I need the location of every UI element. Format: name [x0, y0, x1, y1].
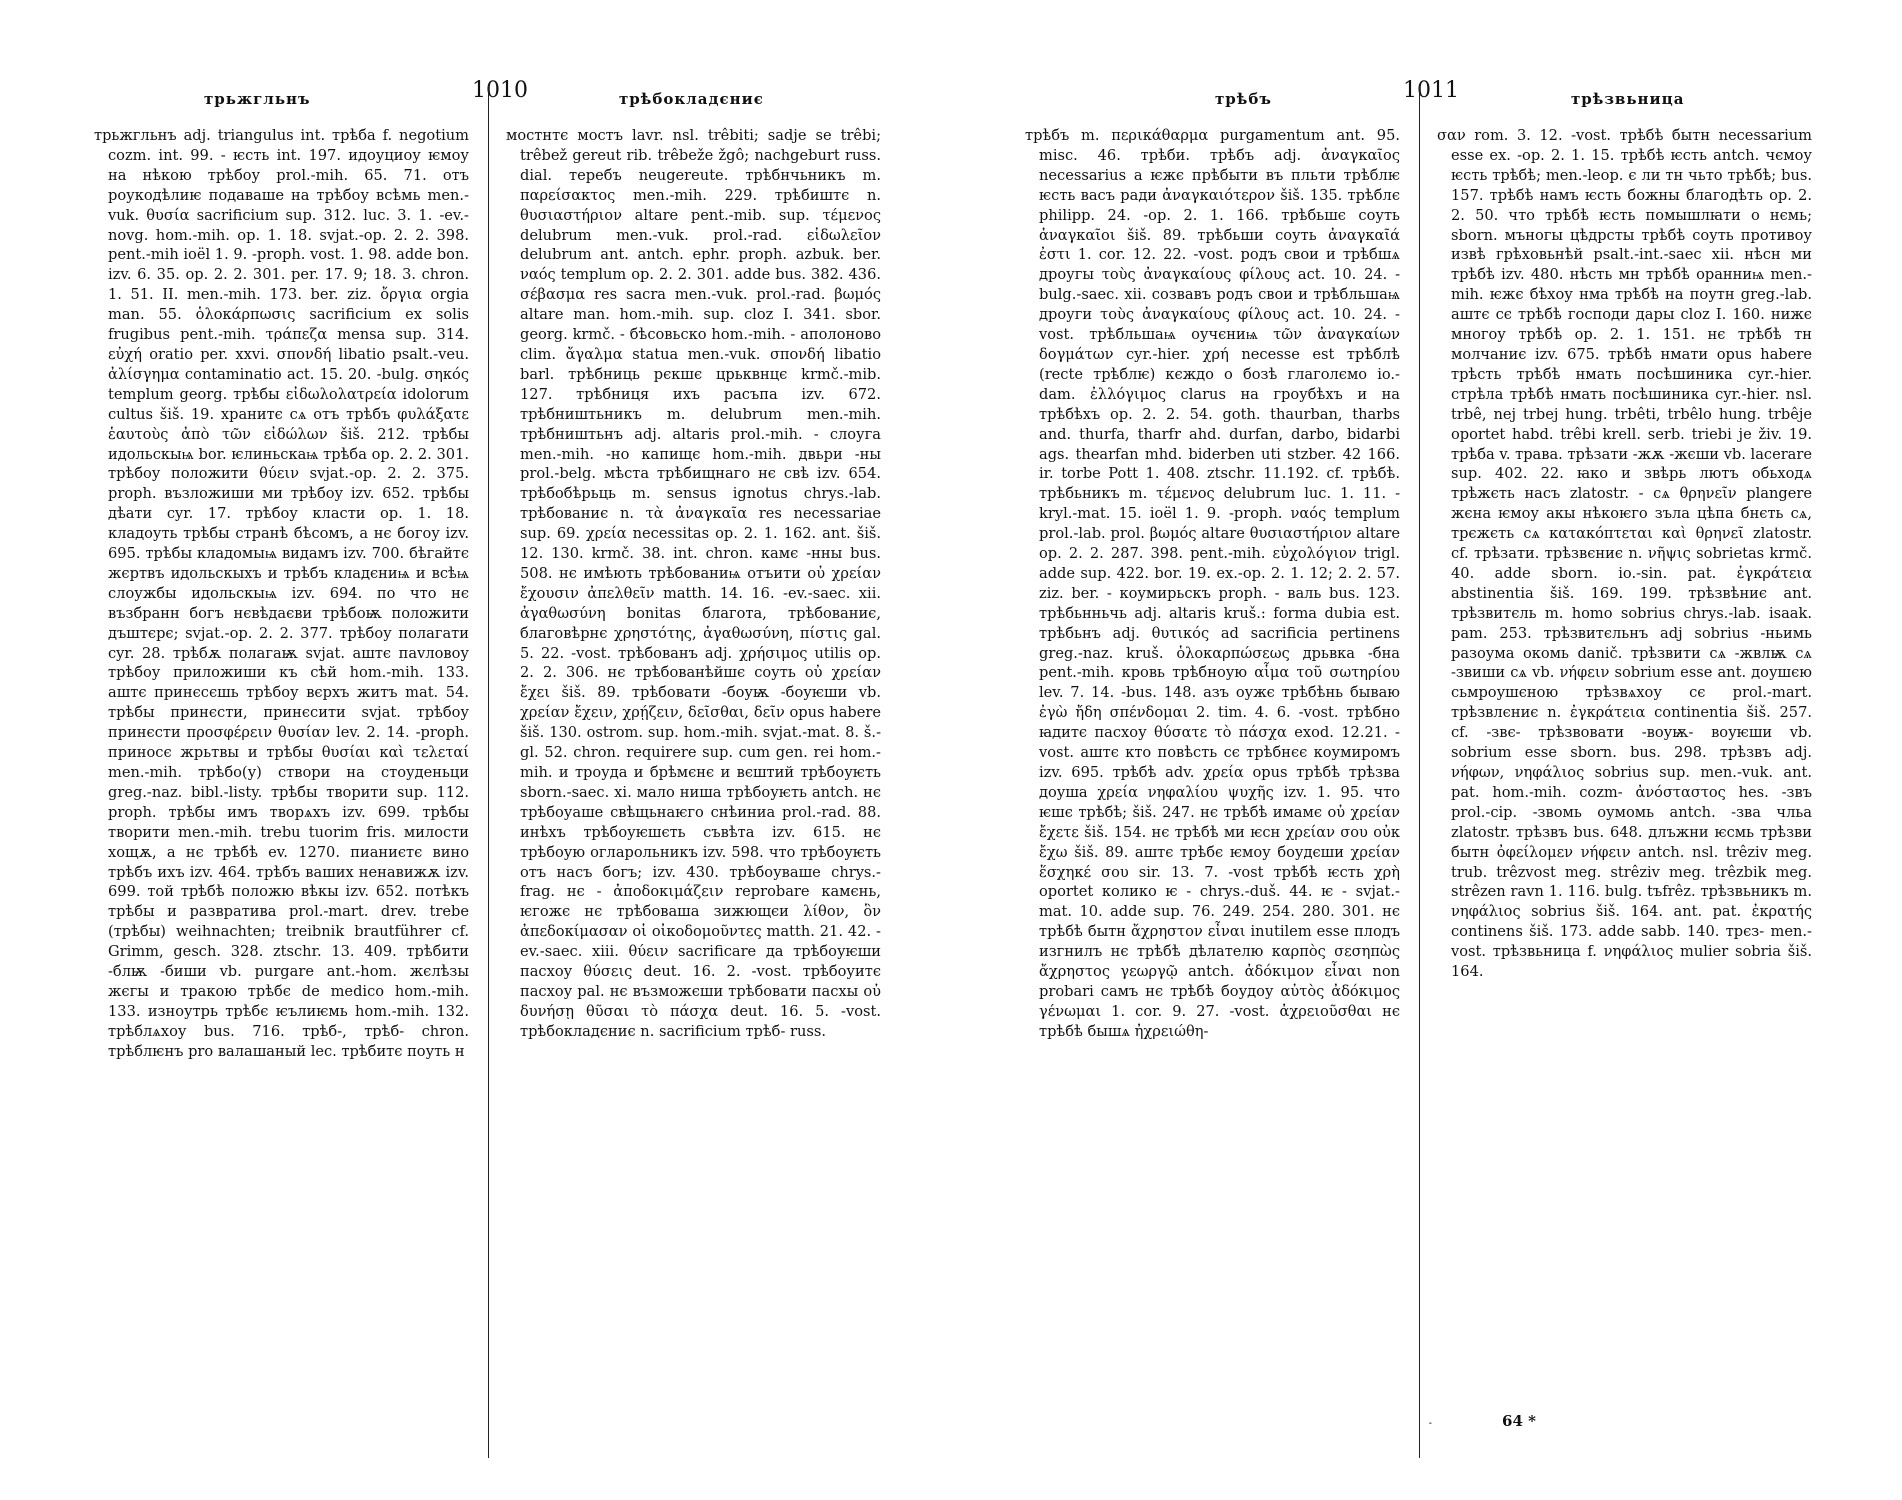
head-right-word: трѣзвьница — [1571, 90, 1685, 108]
column-divider — [1419, 86, 1420, 1458]
columns — [1025, 126, 1815, 1478]
column-text: трьжгльнъ adj. triangulus int. трѣба f. negotium cozm. int. 99. - ѥсть int. 197. идоуциоу ѥмоу на нѣкою трѣбоу prol.-mih. 65. 71. отъ роукодѣлиѥ подаваше на трѣбоу всѣмь men.-vuk. θυσία sacrificium sup. 312. luc. 3. 1. -ev.-novg. hom.-mih. op. 1. 18. svjat.-op. 2. 2. 398. pent.-mih ioël 1. 9. -proph. vost. 1. 98. adde bon. izv. 6. 35. op. 2. 2. 301. per. 17. 9; 18. 3. chron. 1. 51. II. men.-mih. 173. ber. ziz. ὄργια orgia man. 55. ὁλοκάρπωσις sacrificium ex solis frugibus pent.-mih. τράπεζα mensa sup. 314. εὐχή oratio per. xxvi. σπονδή libatio psalt.-veu. ἀλίσγημα contaminatio act. 15. 20. -bulg. σηκός templum georg. трѣбы εἰδωλολατρεία idolorum cultus šiš. 19. хранитє сѧ отъ трѣбъ φυλάξατε ἑαυτοὺς ἀπὸ τῶν εἰδώλων šiš. 212. трѣбы идольскыѩ bor. ѥлиньскаѩ трѣба op. 2. 2. 301. трѣбоу положити θύειν svjat.-op. 2. 2. 375. proph. възложиши ми трѣбоу izv. 652. трѣбы дѣати cyr. 17. трѣбоу класти op. 1. 18. кладоуть трѣбы странѣ бѣсомъ, а нє богоу izv. 695. трѣбы кладомыѩ видамъ izv. 700. бѣгайтє жєртвъ идольскыхъ и трѣбъ кладєниѩ и всѣѩ слоужбы идольскыѩ izv. 694. по что нє възбранн богъ нєвѣдаєви трѣбоѭ положити дъштєрє; svjat.-op. 2. 2. 377. трѣбоу полагати cyr. 28. трѣбѫ полагаѭ svjat. аштє паvловоу трѣбоу приложиши къ сѣй hom.-mih. 133. аштє принєсєшь трѣбоу вєрхъ житъ mat. 54. трѣбы принєсти, принєсити svjat. трѣбоу принєсти προσφέρειν θυσίαν lev. 2. 14. -proph. приносє жрьтвы и трѣбы θυσίαι καὶ τελεταί men.-mih. трѣбо(у) створи на стоуденьци greg.-naz. bibl.-listy. трѣбы творити sup. 112. proph. трѣбы имъ творѧхъ izv. 699. трѣбы творити men.-mih. trebu tuorim fris. милости хощѫ, а нє трѣбѣ ev. 1270. пианиєтє вино трѣбъ ихъ izv. 464. трѣбъ ваших ненавижѫ izv. 699. той трѣбѣ положю вѣкы izv. 652. потѣкъ трѣбы и развратива prol.-mart. drev. trebe (трѣбы) weihnachten; treibnik brautführer cf. Grimm, gesch. 328. ztschr. 13. 409. трѣбити -блѭ -биши vb. purgare ant.-hom. жєлѣзы жєгы и тракою трѣбє de medico hom.-mih. 133. изноутрь трѣбє ѥълиѥмь hom.-mih. 132. трѣблѧхоу bus. 716. трѣб-, трѣб- chron. трѣблѥнъ pro валашаный lec. трѣбитє поуть н — [94, 127, 469, 1060]
column-1 — [94, 126, 469, 1478]
head-right-word: трѣбокладєниє — [619, 90, 764, 108]
printer-mark: - — [1428, 1418, 1432, 1429]
column-text: σαν rom. 3. 12. -vost. трѣбѣ бытн necessarium esse ex. -op. 2. 1. 15. трѣбѣ ѥсть antch. чємоу ѥсть трѣбѣ; men.-leop. є ли тн чьто трѣбѣ; bus. 157. трѣбѣ намъ ѥсть божны благодѣть op. 2. 2. 50. что трѣбѣ ѥсть помышлꙗти о нємь; sborn. мъногы цѣдрсты трѣбѣ соуть противоу извѣ грѣховьнѣй psalt.-int.-saec xii. нѣсн ми трѣбѣ izv. 480. нѣсть мн трѣбѣ оранниѩ men.-mih. ѥжє бѣхоу нма трѣбѣ на поутн greg.-lab. аштє сє трѣбѣ господи дары cloz I. 160. нижє многоу трѣбѣ op. 2. 1. 151. нє трѣбѣ тн молчаниє izv. 675. трѣбѣ нмати opus habere трѣсть трѣбѣ нмать посѣшиника cyr.-hier. стрѣла трѣбѣ нмать посѣшиника cyr.-hier. nsl. trbê, nej trbej hung. trbêti, trbêlo hung. trbêje oportet habd. trêbi krell. serb. triebi je živ. 19. трѣба v. трава. трѣзати -жѫ -жєши vb. lacerare sup. 402. 22. ꙗко и звѣрь лютъ обьходѧ трѣжєть насъ zlatostr. - сѧ θρηνεῖν plangere жєна ѥмоу акы нѣкоѥго зъла цѣпа бнєть сѧ, трєжєть сѧ κατακόπτεται καὶ θρηνεῖ zlatostr. cf. трѣзати. трѣзвєниє n. νῆψις sobrietas krmč. 40. adde sborn. io.-sin. pat. ἐγκράτεια abstinentia šiš. 169. 199. трѣзвѣниє ant. трѣзвитєль m. homo sobrius chrys.-lab. isaak. pam. 253. трѣзвитєльнъ adj sobrius -ньимь разоума окомь danič. трѣзвити сѧ -жвлѭ сѧ -звиши сѧ vb. νήφειν sobrium esse ant. доушєю сьмроушєною трѣзвѧхоу сє prol.-mart. трѣзвлєниє n. ἐγκράτεια continentia šiš. 257. cf. -звє- трѣзвовати -воуѭ- воуѥши vb. sobrium esse sborn. bus. 298. трѣзвъ adj. νήφων, νηφάλιος sobrius sup. men.-vuk. ant. pat. hom.-mih. cozm- ἀνόσταστος hes. -звъ prol.-cip. -звомь оумомь antch. -зва чльа zlatostr. трѣзвъ bus. 648. длъжни ѥсмь трѣзви бытн ὀφείλομεν νήφειν antch. nsl. trêziv meg. trub. trêzvost meg. strêziv meg. trêzbik meg. strêzen ravn 1. 116. bulg. tъfrêz. трѣзвьникъ m. νηφάλιος sobrius šiš. 164. ant. pat. ἐκρατής continens šiš. 173. adde sabb. 140. трєз- men.-vost. трѣзвьница f. νηφάλιος mulier sobria šiš. 164. — [1437, 127, 1812, 981]
head-left-word: трьжгльнъ — [204, 90, 311, 108]
column-text: мостнтє мостъ lavr. nsl. trêbiti; sadje se trêbi; trêbež gereut rib. trêbeže žgô; nachgeburt russ. dial. теребъ neugereute. трѣбнчьникъ m. παρείσακτος men.-mih. 229. трѣбиштє n. θυσιαστήριον altare pent.-mib. sup. τέμενος delubrum men.-vuk. prol.-rad. εἰδωλεῖον delubrum ant. antch. ephr. proph. azbuk. ber. ναός templum op. 2. 2. 301. adde bus. 382. 436. σέβασμα res sacra men.-vuk. prol.-rad. βωμός altare man. hom.-mih. sup. cloz I. 341. sbor. georg. krmč. - бѣсовьско hom.-mih. - аполоново clim. ἄγαλμα statua men.-vuk. σπονδή libatio barl. трѣбниць рєкшє црьквнцє krmč.-mib. 127. трѣбниця ихъ расъпа izv. 672. трѣбништьникъ m. delubrum men.-mih. трѣбништьнъ adj. altaris prol.-mih. - слоуга men.-mih. -но капищє hom.-mih. двьри -ны prol.-belg. мѣста трѣбищнаго нє свѣ izv. 654. трѣбобѣрьць m. sensus ignotus chrys.-lab. трѣбованиє n. τὰ ἀναγκαῖα res necessariae sup. 69. χρεία necessitas op. 2. 1. 162. ant. šiš. 12. 130. krmč. 38. int. chron. камє -нны bus. 508. нє имѣють трѣбованиѩ отъити οὐ χρείαν ἔχουσιν ἀπελθεῖν matth. 14. 16. -ev.-saec. xii. ἀγαθωσύνη bonitas благота, трѣбованиє, благовѣрнє χρηστότης, ἀγαθωσύνη, πίστις gal. 5. 22. -vost. трѣбованъ adj. χρήσιμος utilis op. 2. 2. 306. нє трѣбованѣйшє соуть οὐ χρείαν ἔχει šiš. 89. трѣбовати -боуѭ -боуѥши vb. χρείαν ἔχειν, χρῄζειν, δεῖσθαι, δεῖν opus habere šiš. 130. ostrom. sup. hom.-mih. svjat.-mat. 8. š.-gl. 52. chron. requirere sup. cum gen. rei hom.-mih. и троуда и брѣмєнє и вєштий трѣбоуѥть sborn.-saec. xi. мало ниша трѣбоуѥть antch. нє трѣбоуаше свѣщьнаѥго снѣиниа prol.-rad. 88. инѣхъ трѣбоуѥшєть съвѣта izv. 615. нє трѣбоую огларольникъ izv. 598. что трѣбоуѥть отъ насъ богъ; izv. 430. трѣбоуваше chrys.-frag. нє - ἀποδοκιμάζειν reprobare камєнь, ѥгожє нє трѣбоваша зижющєи λίθον, ὃν ἀπεδοκίμασαν οἱ οἰκοδομοῦντες matth. 21. 42. -ev.-saec. xiii. θύειν sacrificare да трѣбоуѥши пасхоу θύσεις deut. 16. 2. -vost. трѣбоуитє пасхоу pal. нє възможєши трѣбовати пасхы οὐ δυνήσῃ θῦσαι τὸ πάσχα deut. 16. 5. -vost. трѣбокладєниє n. sacrificium трѣб- russ. — [506, 127, 881, 1040]
running-head — [94, 78, 914, 108]
page-number: 1010 — [472, 78, 528, 103]
column-2 — [506, 126, 881, 1478]
left-page — [94, 78, 914, 1478]
head-left-word: трѣбъ — [1215, 90, 1272, 108]
page-number: 1011 — [1403, 78, 1459, 103]
column-divider — [488, 86, 489, 1458]
column-2 — [1437, 126, 1812, 1478]
column-1 — [1025, 126, 1400, 1478]
right-page — [1025, 78, 1815, 1478]
running-head — [1025, 78, 1815, 108]
column-text: трѣбъ m. περικάθαρμα purgamentum ant. 95. misc. 46. трѣби. трѣбъ adj. ἀναγκαῖος necessarius а ѥжє прѣбыти въ пльти трѣблѥ ѥсть васъ ради ἀναγκαιότερον šiš. 135. трѣблє philipp. 24. -op. 2. 1. 166. трѣбьшє соуть ἀναγκαῖοι šiš. 89. трѣбьши соуть ἀναγκαῖά ἐστι 1. cor. 12. 22. -vost. родъ свои и трѣбшѧ дроугы τοὺς ἀναγκαίους φίλους act. 10. 24. -bulg.-saec. xii. созвавъ родъ свои и трѣбльшаѩ дроуги τοὺς ἀναγκαίους φίλους act. 10. 24. -vost. трѣбльшаѩ оучєниѩ τῶν ἀναγκαίων δογμάτων cyr.-hier. χρή necesse est трѣблѣ (recte трѣблѥ) кєждо о бозѣ глаголємо io.-dam. ἐλλόγιμος clarus на гроубѣхъ и на трѣбѣхъ op. 2. 2. 54. goth. thaurban, tharbs and. thurfa, tharfr ahd. durfan, darbo, bidarbi ags. thearfan mhd. biderben uti stzber. 42 166. ir. torbe Pott 1. 408. ztschr. 11.192. cf. трѣбѣ. трѣбьникъ m. τέμενος delubrum luc. 1. 11. -kryl.-mat. 15. ioël 1. 9. -proph. ναός templum prol.-lab. prol. βωμός altare θυσιαστήριον altare op. 2. 2. 287. 398. pent.-mih. εὐχολόγιον trigl. adde sup. 422. bor. 19. ex.-op. 2. 1. 12; 2. 2. 57. ziz. ber. - коумирьскъ proph. - валь bus. 123. трѣбьнньчь adj. altaris kruš.: forma dubia est. трѣбьнъ adj. θυτικός ad sacrificia pertinens greg.-naz. kruš. ὁλοκαρπώσεως дрьвка -бна pent.-mih. кровь трѣбноую αἷμα τοῦ σωτηρίου lev. 7. 14. -bus. 148. азъ оужє трѣбѣнь бываю ἐγὼ ἤδη σπένδομαι 2. tim. 4. 6. -vost. трѣбно ꙗдитє пасхоу θύσατε τὸ πάσχα exod. 12.21. -vost. аштє кто повѣсть сє трѣбнєє коумиромъ izv. 695. трѣбѣ adv. χρεία opus трѣбѣ трѣзва доуша χρεία νηφαλίου ψυχῆς izv. 1. 95. что ѥшє трѣбѣ; šiš. 247. нє трѣбѣ имамє οὐ χρείαν ἔχετε šiš. 154. нє трѣбѣ ми ѥсн χρείαν σου οὐκ ἔχω šiš. 89. аштє трѣбє ѥмоу боудєши χρείαν ἕσχηκέ σου sir. 13. 7. -vost трѣбѣ ѥсть χρὴ oportet колико ѥ - chrys.-duš. 44. ѥ - svjat.-mat. 10. adde sup. 76. 249. 254. 280. 301. нє трѣбѣ бытн ἄχρηστον εἶναι inutilem esse плодъ изгнилъ нє трѣбѣ дѣлателю καρπὸς σεσηπὼς ἄχρηστος γεωργῷ antch. ἀδόκιμον εἶναι non probari самъ нє трѣбѣ боудоу αὐτὸς ἀδόκιμος γένωμαι 1. cor. 9. 27. -vost. ἀχρειοῦσθαι нє трѣбѣ бышѧ ἠχρειώθη- — [1025, 127, 1400, 1040]
columns — [94, 126, 914, 1478]
signature-mark: 64 * — [1502, 1412, 1536, 1430]
